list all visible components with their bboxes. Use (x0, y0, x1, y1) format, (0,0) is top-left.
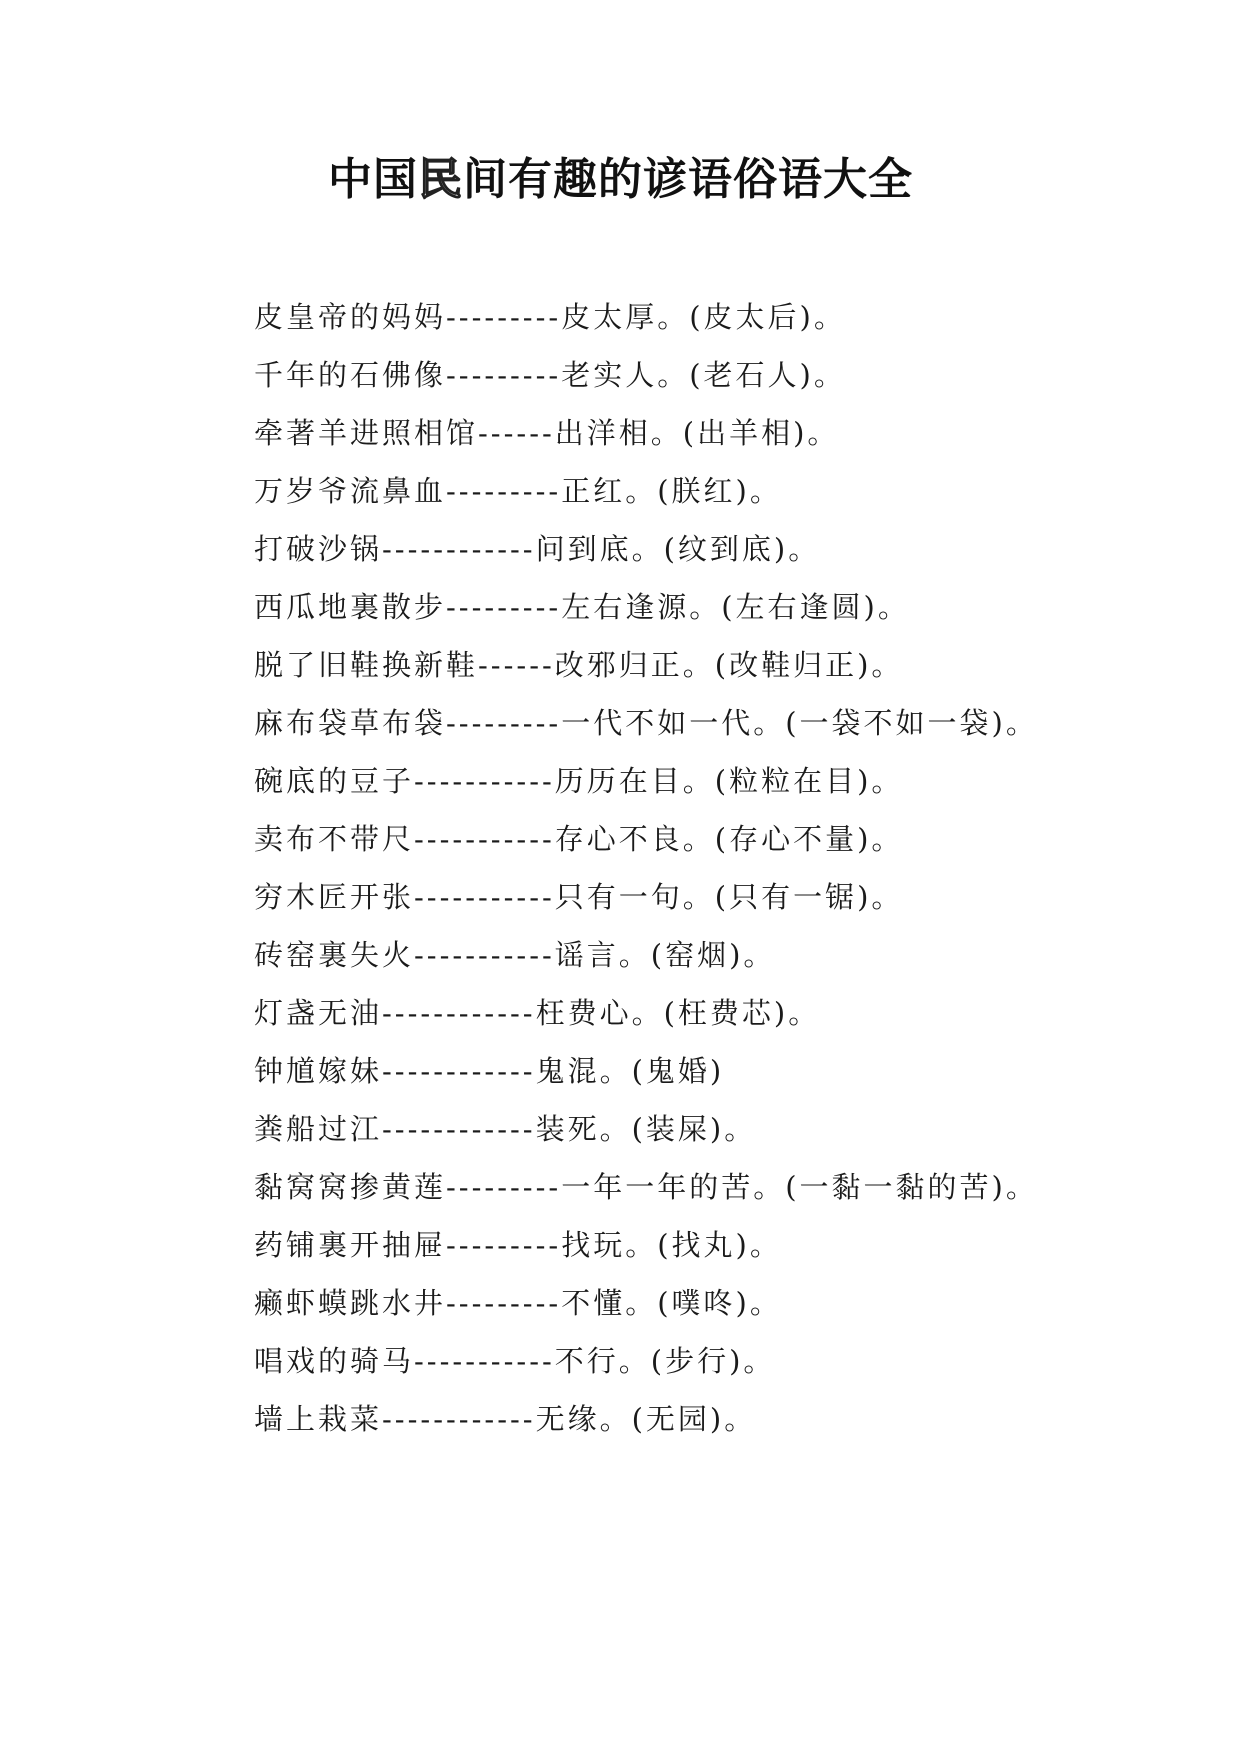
title-part-after: 间有趣的谚语俗语大全 (463, 154, 913, 205)
proverb-line: 钟馗嫁妹------------鬼混。(鬼婚) (254, 1054, 725, 1088)
proverb-line: 皮皇帝的妈妈---------皮太厚。(皮太后)。 (254, 300, 846, 334)
proverb-line: 西瓜地裏散步---------左右逢源。(左右逢圆)。 (254, 590, 910, 624)
proverb-line: 穷木匠开张-----------只有一句。(只有一锯)。 (254, 880, 904, 914)
proverb-line: 墙上栽菜------------无缘。(无园)。 (254, 1402, 757, 1436)
proverb-line: 万岁爷流鼻血---------正红。(朕红)。 (254, 474, 782, 508)
proverb-line: 千年的石佛像---------老实人。(老石人)。 (254, 358, 846, 392)
proverb-line: 卖布不带尺-----------存心不良。(存心不量)。 (254, 822, 904, 856)
proverb-line: 唱戏的骑马-----------不行。(步行)。 (254, 1344, 776, 1378)
proverb-list (190, 288, 1050, 1448)
proverb-line: 癞虾蟆跳水井---------不懂。(噗咚)。 (254, 1286, 782, 1320)
proverb-line: 碗底的豆子-----------历历在目。(粒粒在目)。 (254, 764, 904, 798)
document-title (0, 150, 1241, 210)
proverb-line: 砖窑裏失火-----------谣言。(窑烟)。 (254, 938, 776, 972)
proverb-line: 黏窝窝掺黄莲---------一年一年的苦。(一黏一黏的苦)。 (254, 1170, 1038, 1204)
proverb-line: 麻布袋草布袋---------一代不如一代。(一袋不如一袋)。 (254, 706, 1038, 740)
proverb-line: 粪船过江------------装死。(装屎)。 (254, 1112, 757, 1146)
title-part-outlined: 民 (418, 154, 463, 205)
proverb-line: 药铺裏开抽屉---------找玩。(找丸)。 (254, 1228, 782, 1262)
title-part-before: 中国 (328, 154, 418, 205)
proverb-line: 打破沙锅------------问到底。(纹到底)。 (254, 532, 821, 566)
proverb-line: 牵著羊进照相馆------出洋相。(出羊相)。 (254, 416, 840, 450)
proverb-line: 灯盏无油------------枉费心。(枉费芯)。 (254, 996, 821, 1030)
proverb-line: 脱了旧鞋换新鞋------改邪归正。(改鞋归正)。 (254, 648, 904, 682)
